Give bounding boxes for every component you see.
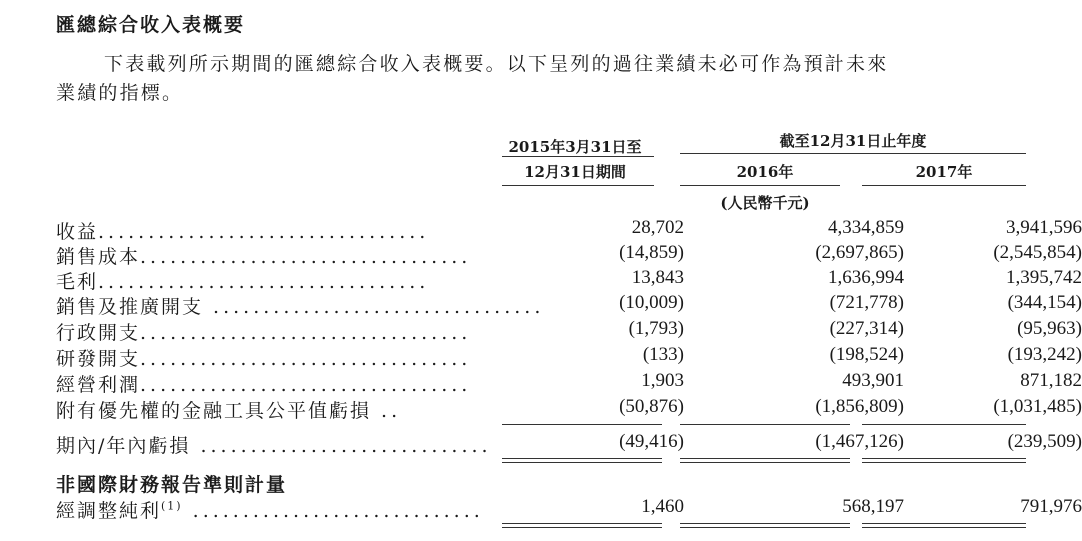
row-label: 行政開支.................................: [56, 322, 472, 344]
row-label: 經營利潤.................................: [56, 374, 472, 396]
row-value-2017: 3,941,596: [1006, 217, 1082, 238]
row-value-2017: (2,545,854): [993, 242, 1082, 263]
row-label: 經調整純利$^{(1)}$ .............................: [56, 499, 484, 522]
table-row: [56, 318, 1082, 344]
row-value-2017: 791,976: [1020, 496, 1082, 517]
table-row: [56, 370, 1082, 396]
row-value-2015: (133): [642, 344, 684, 365]
col3-header: 2017年: [915, 163, 973, 181]
subtotal-rule-col3: [862, 424, 1026, 425]
col1-header-line2: 12月31日期間: [524, 163, 626, 181]
intro-paragraph: [56, 50, 1036, 108]
row-value-2016: (227,314): [829, 318, 904, 339]
row-value-2016: (1,467,126): [815, 431, 904, 452]
row-value-2016: 1,636,994: [828, 267, 904, 288]
row-value-2016: 568,197: [842, 496, 904, 517]
row-label: 銷售及推廣開支 .................................: [56, 296, 545, 318]
table-row: [56, 344, 1082, 370]
group-header: 截至12月31日止年度: [779, 132, 927, 150]
row-value-2017: 871,182: [1020, 370, 1082, 391]
row-value-2015: (14,859): [619, 242, 684, 263]
row-value-2017: (239,509): [1007, 431, 1082, 452]
row-value-2015: (1,793): [628, 318, 684, 339]
table-row: [56, 396, 1082, 422]
table-row-adjusted-profit: [56, 496, 1082, 522]
row-value-2015: (10,009): [619, 292, 684, 313]
row-value-2017: (193,242): [1007, 344, 1082, 365]
table-row: [56, 292, 1082, 318]
intro-line-1: 下表載列所示期間的匯總綜合收入表概要。以下呈列的過往業績未必可作為預計未來: [104, 53, 889, 75]
table-row: [56, 242, 1082, 268]
section-heading: 匯總綜合收入表概要: [56, 14, 246, 36]
table-row: [56, 267, 1082, 293]
intro-line-2: 業績的指標。: [56, 82, 184, 104]
row-value-2015: (50,876): [619, 396, 684, 417]
row-value-2016: (198,524): [829, 344, 904, 365]
subtotal-rule-col1: [502, 424, 662, 425]
row-value-2017: (95,963): [1017, 318, 1082, 339]
row-value-2015: 1,460: [641, 496, 684, 517]
non-ifrs-heading: 非國際財務報告準則計量: [56, 474, 288, 496]
row-value-2016: (2,697,865): [815, 242, 904, 263]
group-header-rule: [680, 153, 1026, 154]
row-value-2016: 4,334,859: [828, 217, 904, 238]
row-value-2016: (721,778): [829, 292, 904, 313]
row-value-2015: (49,416): [619, 431, 684, 452]
row-label: 毛利.................................: [56, 271, 430, 293]
row-label: 期內/年內虧損 .............................: [56, 435, 492, 457]
adjusted-double-rule-col3: [862, 523, 1026, 528]
col2-header: 2016年: [736, 163, 794, 181]
row-value-2015: 1,903: [641, 370, 684, 391]
table-row-loss-total: [56, 431, 1082, 457]
col2-header-rule: [680, 185, 840, 186]
row-value-2015: 13,843: [631, 267, 684, 288]
row-label: 收益.................................: [56, 221, 430, 243]
row-value-2017: (344,154): [1007, 292, 1082, 313]
row-value-2016: (1,856,809): [815, 396, 904, 417]
col1-header-line1: 2015年3月31日至: [508, 138, 642, 156]
row-label: 附有優先權的金融工具公平值虧損 ..: [56, 400, 402, 422]
row-value-2017: 1,395,742: [1006, 267, 1082, 288]
row-label: 銷售成本.................................: [56, 246, 472, 268]
unit-label: (人民幣千元): [720, 194, 810, 212]
adjusted-double-rule-col2: [680, 523, 850, 528]
col1-header-rule-top: [502, 156, 654, 157]
row-value-2016: 493,901: [842, 370, 904, 391]
subtotal-rule-col2: [680, 424, 850, 425]
table-row: [56, 217, 1082, 243]
total-double-rule-col3: [862, 458, 1026, 463]
row-value-2017: (1,031,485): [993, 396, 1082, 417]
row-label: 研發開支.................................: [56, 348, 472, 370]
total-double-rule-col2: [680, 458, 850, 463]
total-double-rule-col1: [502, 458, 662, 463]
col3-header-rule: [862, 185, 1026, 186]
row-value-2015: 28,702: [631, 217, 684, 238]
col1-header-rule: [502, 185, 654, 186]
footnote-marker: (1): [161, 499, 183, 513]
adjusted-double-rule-col1: [502, 523, 662, 528]
